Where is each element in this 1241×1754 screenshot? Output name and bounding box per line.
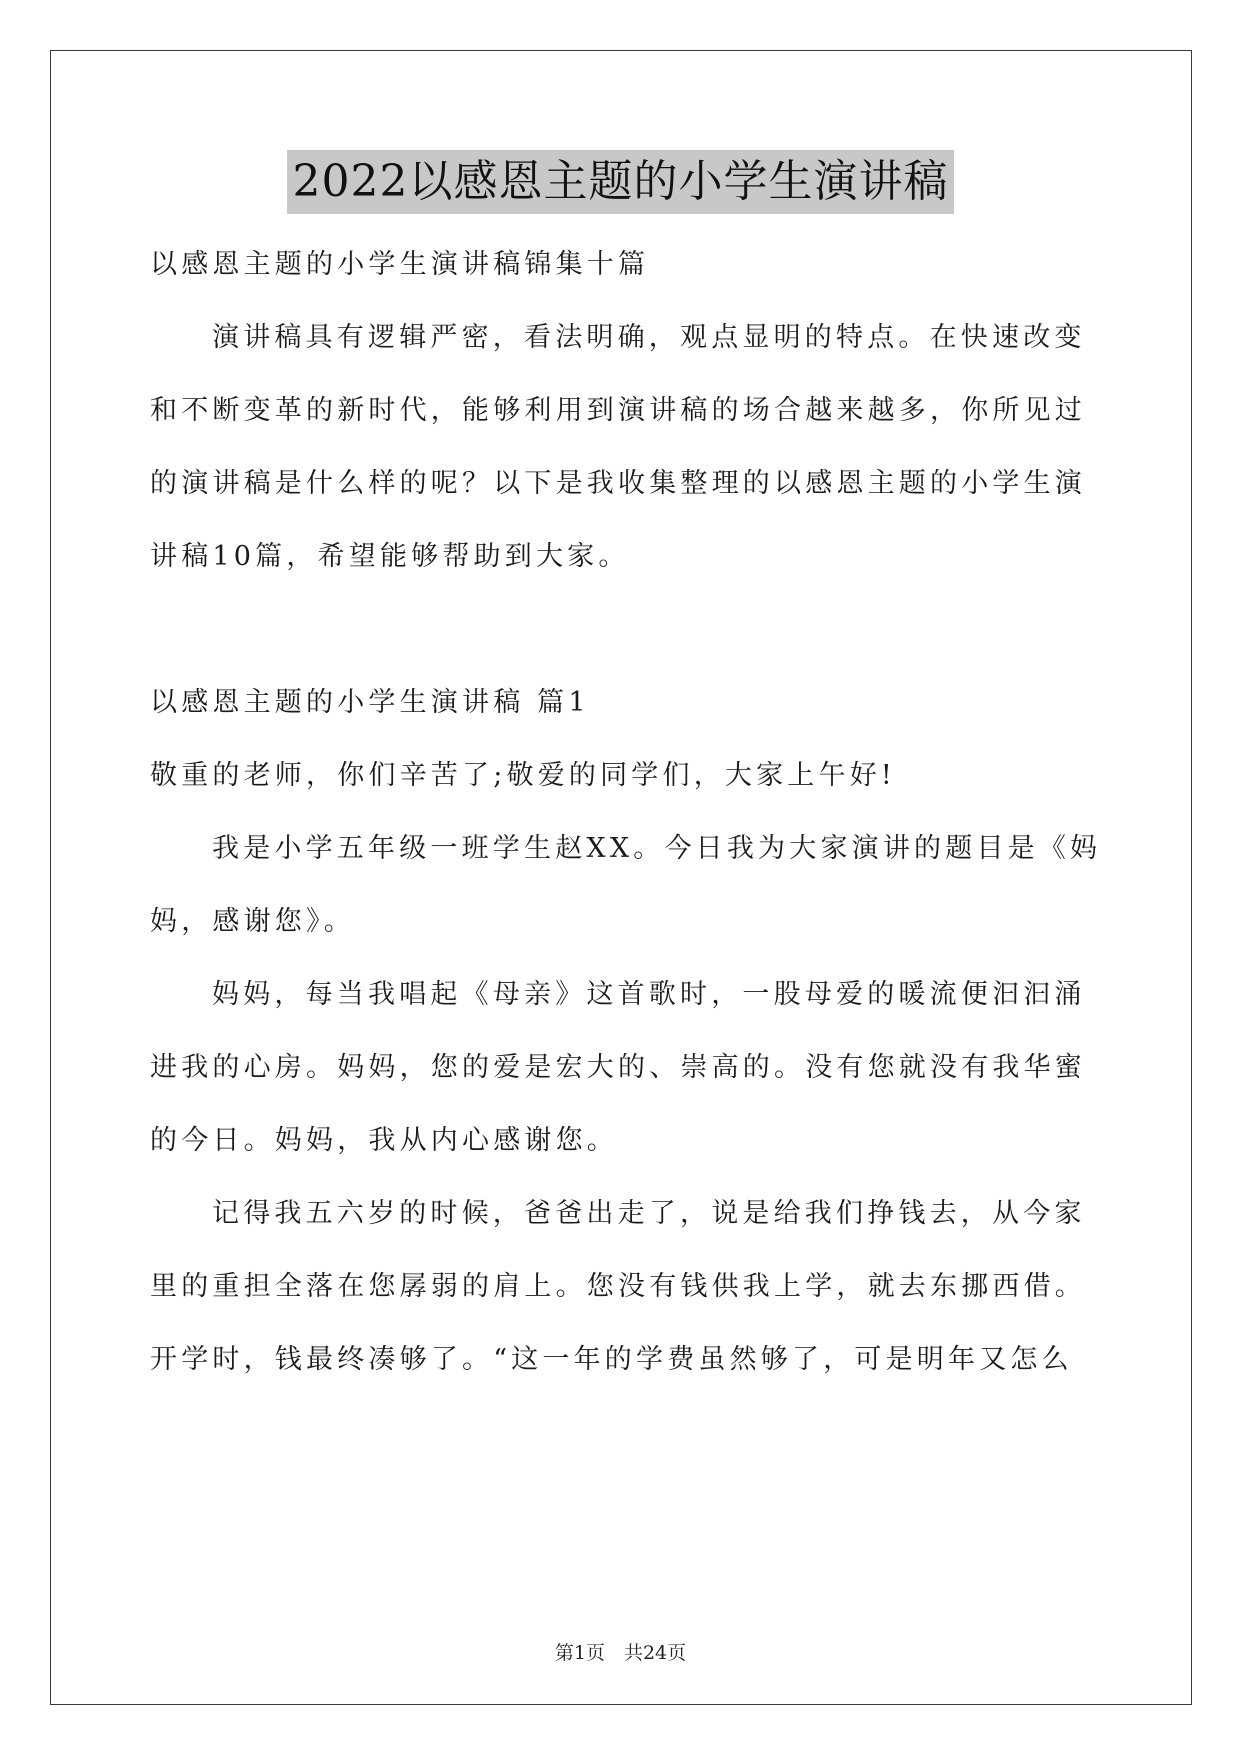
paragraph-line: 记得我五六岁的时候，爸爸出走了，说是给我们挣钱去，从今家: [212, 1198, 1086, 1229]
document-title: 2022以感恩主题的小学生演讲稿: [287, 150, 955, 214]
paragraph-line: 妈，感谢您》。: [150, 906, 355, 937]
paragraph-line: 的演讲稿是什么样的呢？以下是我收集整理的以感恩主题的小学生演: [150, 468, 1086, 499]
paragraph-line: 里的重担全落在您孱弱的肩上。您没有钱供我上学，就去东挪西借。: [150, 1271, 1086, 1302]
paragraph-line: 开学时，钱最终凑够了。“这一年的学费虽然够了，可是明年又怎么: [150, 1344, 1073, 1375]
title-container: [0, 150, 1241, 214]
paragraph-line: 的今日。妈妈，我从内心感谢您。: [150, 1125, 618, 1156]
paragraph-line: 和不断变革的新时代，能够利用到演讲稿的场合越来越多，你所见过: [150, 395, 1086, 426]
paragraph-line: 进我的心房。妈妈，您的爱是宏大的、崇高的。没有您就没有我华蜜: [150, 1052, 1086, 1083]
paragraph-line: 演讲稿具有逻辑严密，看法明确，观点显明的特点。在快速改变: [212, 322, 1086, 353]
paragraph-line: 我是小学五年级一班学生赵XX。今日我为大家演讲的题目是《妈: [212, 833, 1102, 864]
salutation-line: 敬重的老师，你们辛苦了;敬爱的同学们，大家上午好!: [150, 760, 896, 791]
page-number-footer: 第1页 共24页: [554, 1642, 687, 1664]
section-heading: 以感恩主题的小学生演讲稿 篇1: [150, 687, 590, 718]
paragraph-line: 妈妈，每当我唱起《母亲》这首歌时，一股母爱的暖流便汩汩涌: [212, 979, 1086, 1010]
subtitle-line: 以感恩主题的小学生演讲稿锦集十篇: [150, 249, 650, 280]
page-border: [50, 50, 1192, 1705]
paragraph-line: 讲稿10篇，希望能够帮助到大家。: [150, 541, 630, 572]
